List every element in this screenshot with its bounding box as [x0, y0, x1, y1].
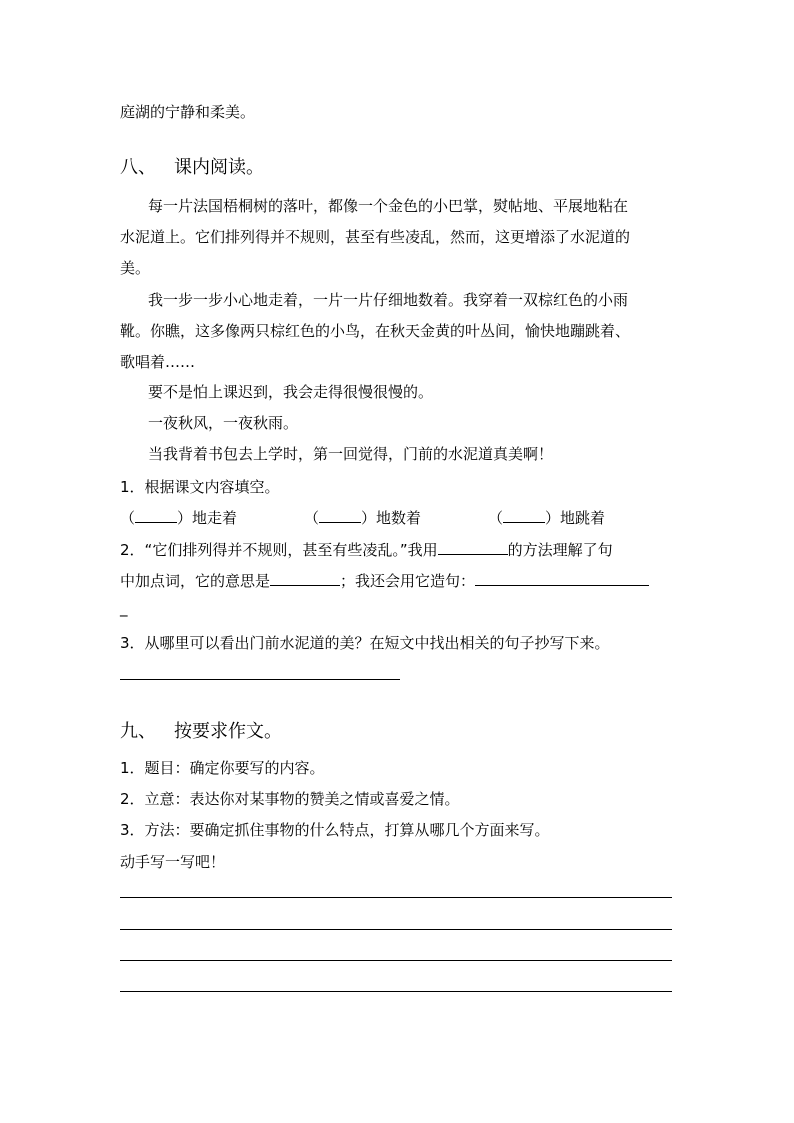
section-9-item-1: 1．题目：确定你要写的内容。: [120, 759, 325, 777]
fill-blank[interactable]: [319, 508, 361, 523]
fill-blank[interactable]: [135, 508, 177, 523]
section-9-closing: 动手写一写吧！: [120, 853, 226, 871]
question-3: 3．从哪里可以看出门前水泥道的美？在短文中找出相关的句子抄写下来。: [120, 634, 610, 652]
passage-p5: 当我背着书包去上学时，第一回觉得，门前的水泥道真美啊！: [148, 445, 554, 463]
question-1-blank-1: （ ）地走着: [120, 509, 238, 527]
section-9-title: 按要求作文。: [174, 721, 282, 742]
question-2-line1: 2．“它们排列得并不规则，甚至有些凌乱。”我用 的方法理解了句: [120, 541, 613, 559]
question-1-blank-2: （ ）地数着: [304, 509, 422, 527]
passage-p1-line3: 美。: [120, 259, 151, 277]
question-2-line2: 中加点词，它的意思是 ；我还会用它造句：: [120, 571, 649, 591]
question-2-line3: _: [120, 599, 128, 617]
passage-p4: 一夜秋风，一夜秋雨。: [148, 414, 299, 432]
answer-line[interactable]: [120, 679, 400, 680]
passage-p1-line1: 每一片法国梧桐树的落叶，都像一个金色的小巴掌，熨帖地、平展地粘在: [148, 197, 629, 215]
writing-line[interactable]: [120, 897, 672, 898]
fill-blank[interactable]: [438, 540, 508, 555]
section-9-item-2: 2．立意：表达你对某事物的赞美之情或喜爱之情。: [120, 790, 460, 808]
passage-p2-line1: 我一步一步小心地走着，一片一片仔细地数着。我穿着一双棕红色的小雨: [148, 291, 629, 309]
question-1-label: 1．根据课文内容填空。: [120, 478, 280, 496]
passage-p1-line2: 水泥道上。它们排列得并不规则，甚至有些凌乱，然而，这更增添了水泥道的: [120, 228, 631, 246]
section-9-item-3: 3．方法：要确定抓住事物的什么特点，打算从哪几个方面来写。: [120, 821, 550, 839]
writing-line[interactable]: [120, 929, 672, 930]
question-1-blank-3: （ ）地跳着: [488, 509, 606, 527]
section-8-title: 课内阅读。: [174, 157, 264, 178]
fill-blank[interactable]: [270, 571, 340, 586]
section-9-heading: [120, 720, 282, 744]
question-1-item-1: 地走着: [192, 509, 238, 527]
passage-p2-line3: 歌唱着……: [120, 353, 196, 371]
writing-line[interactable]: [120, 960, 672, 961]
question-1-item-2: 地数着: [376, 509, 422, 527]
section-8-heading: [120, 156, 264, 180]
writing-line[interactable]: [120, 991, 672, 992]
fill-blank[interactable]: [503, 508, 545, 523]
intro-tail-text: 庭湖的宁静和柔美。: [120, 103, 256, 121]
passage-p2-line2: 靴。你瞧，这多像两只棕红色的小鸟，在秋天金黄的叶丛间，愉快地蹦跳着、: [120, 322, 631, 340]
fill-blank[interactable]: [475, 571, 649, 586]
question-1-item-3: 地跳着: [560, 509, 606, 527]
section-9-number: 九、: [120, 721, 156, 742]
passage-p3: 要不是怕上课迟到，我会走得很慢很慢的。: [148, 383, 434, 401]
section-8-number: 八、: [120, 157, 156, 178]
